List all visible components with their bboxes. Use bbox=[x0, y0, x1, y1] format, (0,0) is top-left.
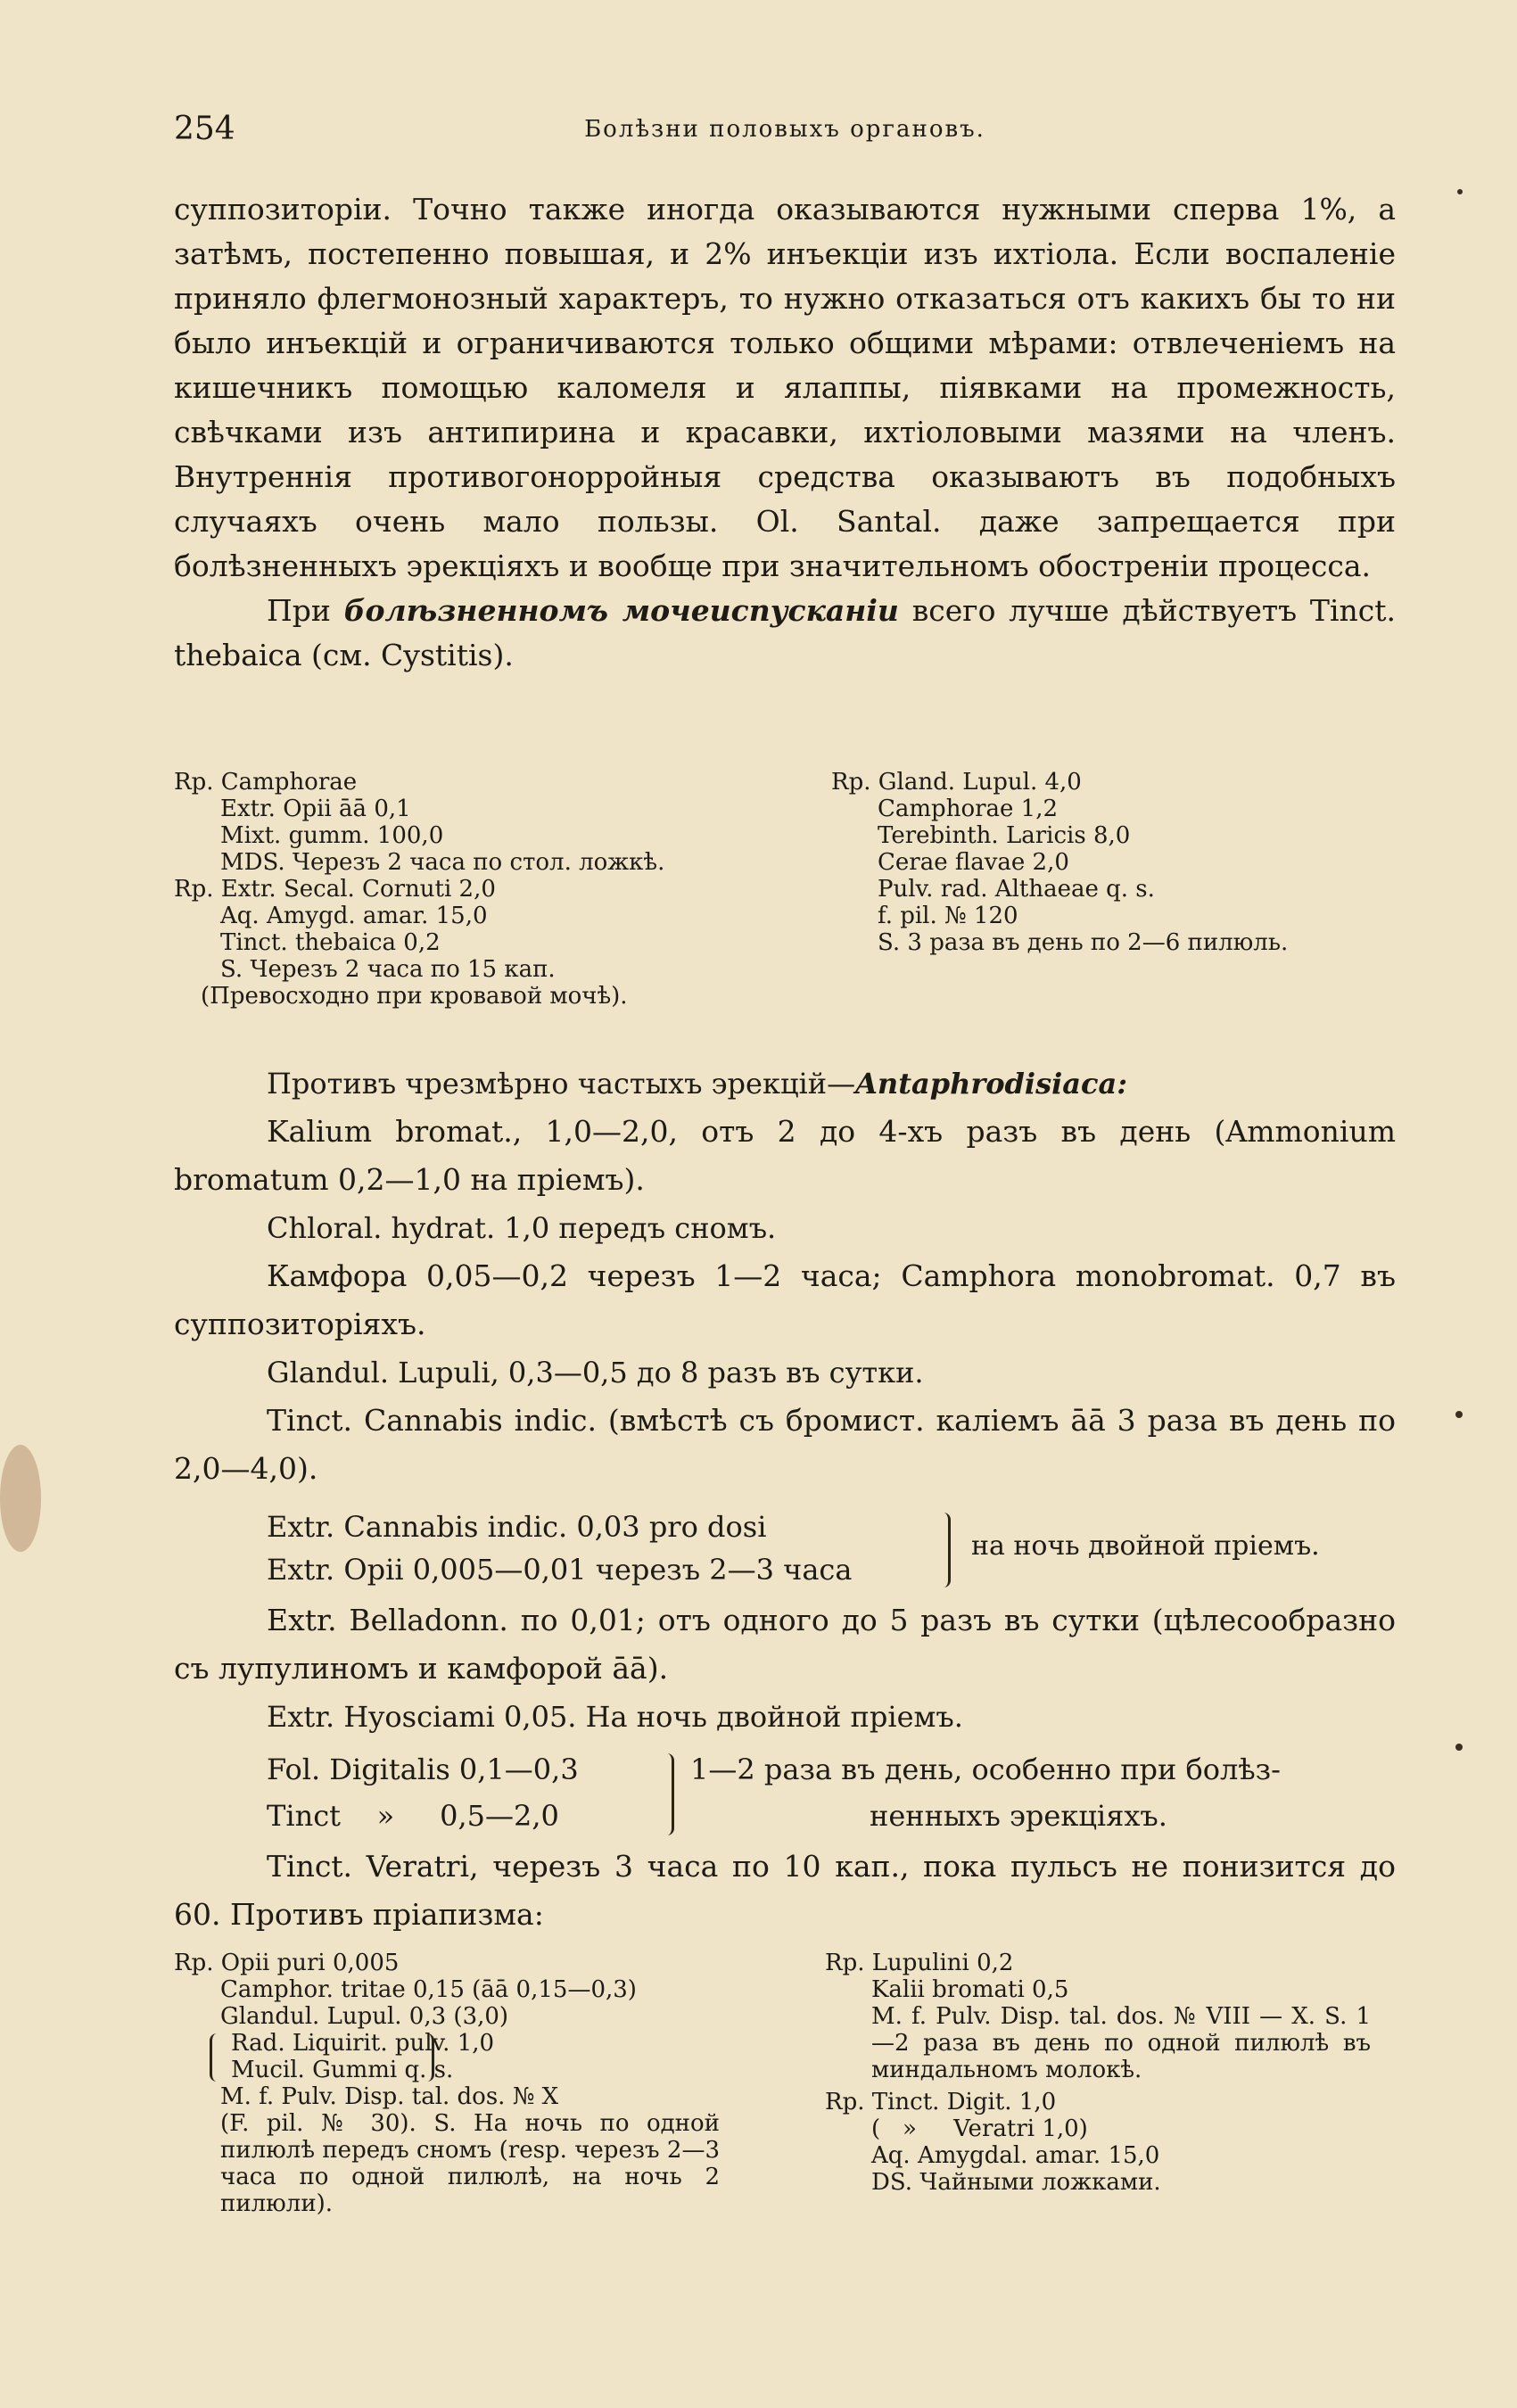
ink-speck bbox=[1455, 1744, 1463, 1751]
brace-1-line: Extr. Cannabis indic. 0,03 pro dosi bbox=[267, 1510, 767, 1544]
rx-line: Rp. Gland. Lupul. 4,0 bbox=[831, 769, 1082, 796]
rx-line: Tinct. thebaica 0,2 bbox=[220, 929, 441, 956]
page-number: 254 bbox=[174, 111, 235, 147]
remedies-section bbox=[174, 1060, 1396, 1493]
remedy-item: Камфора 0,05—0,2 черезъ 1—2 часа; Camphora monobromat. 0,7 въ суппозиторіяхъ. bbox=[174, 1258, 1396, 1341]
intro-paragraph: суппозиторіи. Точно также иногда оказываются нужными сперва 1%, а затѣмъ, постепенно повышая, и 2% инъекціи изъ ихтіола. Если воспаленіе приняло флегмонозный характеръ, то нужно отказаться отъ какихъ бы то ни было инъекцій и ограничиваются только общими мѣрами: отвлеченіемъ на кишечникъ помощью каломеля и ялаппы, піявками на промежность, свѣчками изъ антипирина и красавки, ихтіоловыми мазями на членъ. Внутреннія противогонорройныя средства оказываютъ въ подобныхъ случаяхъ очень мало пользы. Ol. Santal. даже запрещается при болѣзненныхъ эрекціяхъ и вообще при значительномъ обостреніи процесса. bbox=[174, 192, 1396, 583]
rx-line: Rp. Lupulini 0,2 bbox=[825, 1950, 1014, 1976]
running-title: Болѣзни половыхъ органовъ. bbox=[584, 116, 985, 143]
erections-heading-text: Противъ чрезмѣрно частыхъ эрекцій— bbox=[267, 1067, 856, 1101]
rx-line: ( » Veratri 1,0) bbox=[871, 2115, 1088, 2142]
intro-section bbox=[174, 187, 1396, 678]
brace-group-1 bbox=[267, 1505, 1390, 1595]
rx-block-2-left bbox=[174, 1950, 745, 2217]
remedy-item: Tinct. Cannabis indic. (вмѣстѣ съ бромист. каліемъ āā 3 раза въ день по 2,0—4,0). bbox=[174, 1403, 1396, 1486]
rx-line: (F. pil. № 30). S. На ночь по одной пилюлѣ передъ сномъ (resp. черезъ 2—3 часа по одной пилюлѣ, на ночь 2 пилюли). bbox=[220, 2110, 720, 2217]
remedy-item: Extr. Belladonn. по 0,01; отъ одного до 5 разъ въ сутки (цѣлесообразно съ лупулиномъ и камфорой āā). bbox=[174, 1603, 1396, 1686]
rx-line: Glandul. Lupul. 0,3 (3,0) bbox=[220, 2003, 509, 2030]
brace-1-line: Extr. Opii 0,005—0,01 черезъ 2—3 часа bbox=[267, 1553, 853, 1587]
brace-2-note-1: 1—2 раза въ день, особенно при болѣз- bbox=[690, 1752, 1281, 1786]
remedy-item: Chloral. hydrat. 1,0 передъ сномъ. bbox=[267, 1211, 777, 1245]
page-header bbox=[174, 111, 1396, 155]
rx-line: M. f. Pulv. Disp. tal. dos. № X bbox=[220, 2083, 559, 2110]
remedy-item: Extr. Hyosciami 0,05. На ночь двойной пріемъ. bbox=[267, 1700, 963, 1734]
rx-line: Kalii bromati 0,5 bbox=[871, 1976, 1069, 2003]
painful-urination-paragraph bbox=[174, 589, 1396, 678]
rx-line: S. Черезъ 2 часа по 15 кап. bbox=[220, 956, 556, 983]
rx-line: Rp. Tinct. Digit. 1,0 bbox=[825, 2089, 1057, 2115]
rx-line: Aq. Amygd. amar. 15,0 bbox=[220, 903, 488, 929]
rx-line: Camphor. tritae 0,15 (āā 0,15—0,3) bbox=[220, 1976, 637, 2003]
rx-line: Terebinth. Laricis 8,0 bbox=[878, 822, 1131, 849]
curly-brace-icon bbox=[419, 2033, 434, 2082]
pu-after: всего лучше дѣйствуетъ Tinct. thebaica (см. Cystitis). bbox=[174, 593, 1396, 672]
rx-line: S. 3 раза въ день по 2—6 пилюль. bbox=[878, 929, 1289, 956]
remedy-item: Kalium bromat., 1,0—2,0, отъ 2 до 4-хъ разъ въ день (Ammonium bromatum 0,2—1,0 на пріемъ). bbox=[174, 1114, 1396, 1197]
rx-line: Aq. Amygdal. amar. 15,0 bbox=[871, 2142, 1160, 2169]
curly-brace-icon bbox=[659, 1753, 674, 1835]
veratri-paragraph: Tinct. Veratri, черезъ 3 часа по 10 кап., пока пульсъ не понизится до 60. Противъ пріапизма: bbox=[174, 1849, 1396, 1932]
remedy-item: Glandul. Lupuli, 0,3—0,5 до 8 разъ въ сутки. bbox=[267, 1356, 924, 1390]
curly-brace-icon bbox=[936, 1513, 951, 1587]
brace-1-note: на ночь двойной пріемъ. bbox=[971, 1530, 1320, 1562]
rx-line: f. pil. № 120 bbox=[878, 903, 1018, 929]
rx-line: DS. Чайными ложками. bbox=[871, 2169, 1161, 2196]
page-stain bbox=[0, 1445, 41, 1552]
rx-line: (Превосходно при кровавой мочѣ). bbox=[201, 983, 628, 1010]
ink-speck bbox=[1455, 1411, 1463, 1418]
pu-term: болѣзненномъ мочеиспусканіи bbox=[343, 593, 899, 628]
rx-line: Mucil. Gummi q. s. bbox=[231, 2057, 454, 2083]
curly-brace-icon bbox=[210, 2033, 225, 2082]
rx-line: Mixt. gumm. 100,0 bbox=[220, 822, 444, 849]
rx-line: Rad. Liquirit. pulv. 1,0 bbox=[231, 2030, 495, 2057]
brace-2-line-1: Fol. Digitalis 0,1—0,3 bbox=[267, 1752, 579, 1786]
brace-group-2 bbox=[267, 1748, 1390, 1846]
rx-line: Rp. Camphorae bbox=[174, 769, 358, 796]
erections-heading bbox=[174, 1060, 1396, 1108]
veratri-section bbox=[174, 1843, 1396, 1939]
rx-brace-group bbox=[174, 2030, 495, 2083]
rx-line: Pulv. rad. Althaeae q. s. bbox=[878, 876, 1155, 903]
rx-block-2-right bbox=[825, 1950, 1396, 2196]
rx-block-1-right bbox=[831, 769, 1402, 956]
rx-line: Cerae flavae 2,0 bbox=[878, 849, 1069, 876]
rx-block-1-left bbox=[174, 769, 852, 1010]
rx-line: MDS. Черезъ 2 часа по стол. ложкѣ. bbox=[220, 849, 665, 876]
ink-speck bbox=[1457, 189, 1463, 194]
remedies-2-section bbox=[174, 1596, 1396, 1741]
rx-line: Rp. Extr. Secal. Cornuti 2,0 bbox=[174, 876, 496, 903]
rx-line: Rp. Opii puri 0,005 bbox=[174, 1950, 400, 1976]
rx-line: M. f. Pulv. Disp. tal. dos. № VIII — X. S. 1—2 раза въ день по одной пилюлѣ въ миндальномъ молокѣ. bbox=[871, 2003, 1371, 2083]
brace-2-note-2: ненныхъ эрекціяхъ. bbox=[870, 1799, 1167, 1833]
pu-before: При bbox=[267, 593, 344, 628]
rx-line: Extr. Opii āā 0,1 bbox=[220, 796, 411, 822]
brace-2-line-2: Tinct » 0,5—2,0 bbox=[267, 1799, 559, 1833]
antaphrodisiaca-term: Antaphrodisiaca: bbox=[855, 1067, 1128, 1101]
rx-line: Camphorae 1,2 bbox=[878, 796, 1059, 822]
